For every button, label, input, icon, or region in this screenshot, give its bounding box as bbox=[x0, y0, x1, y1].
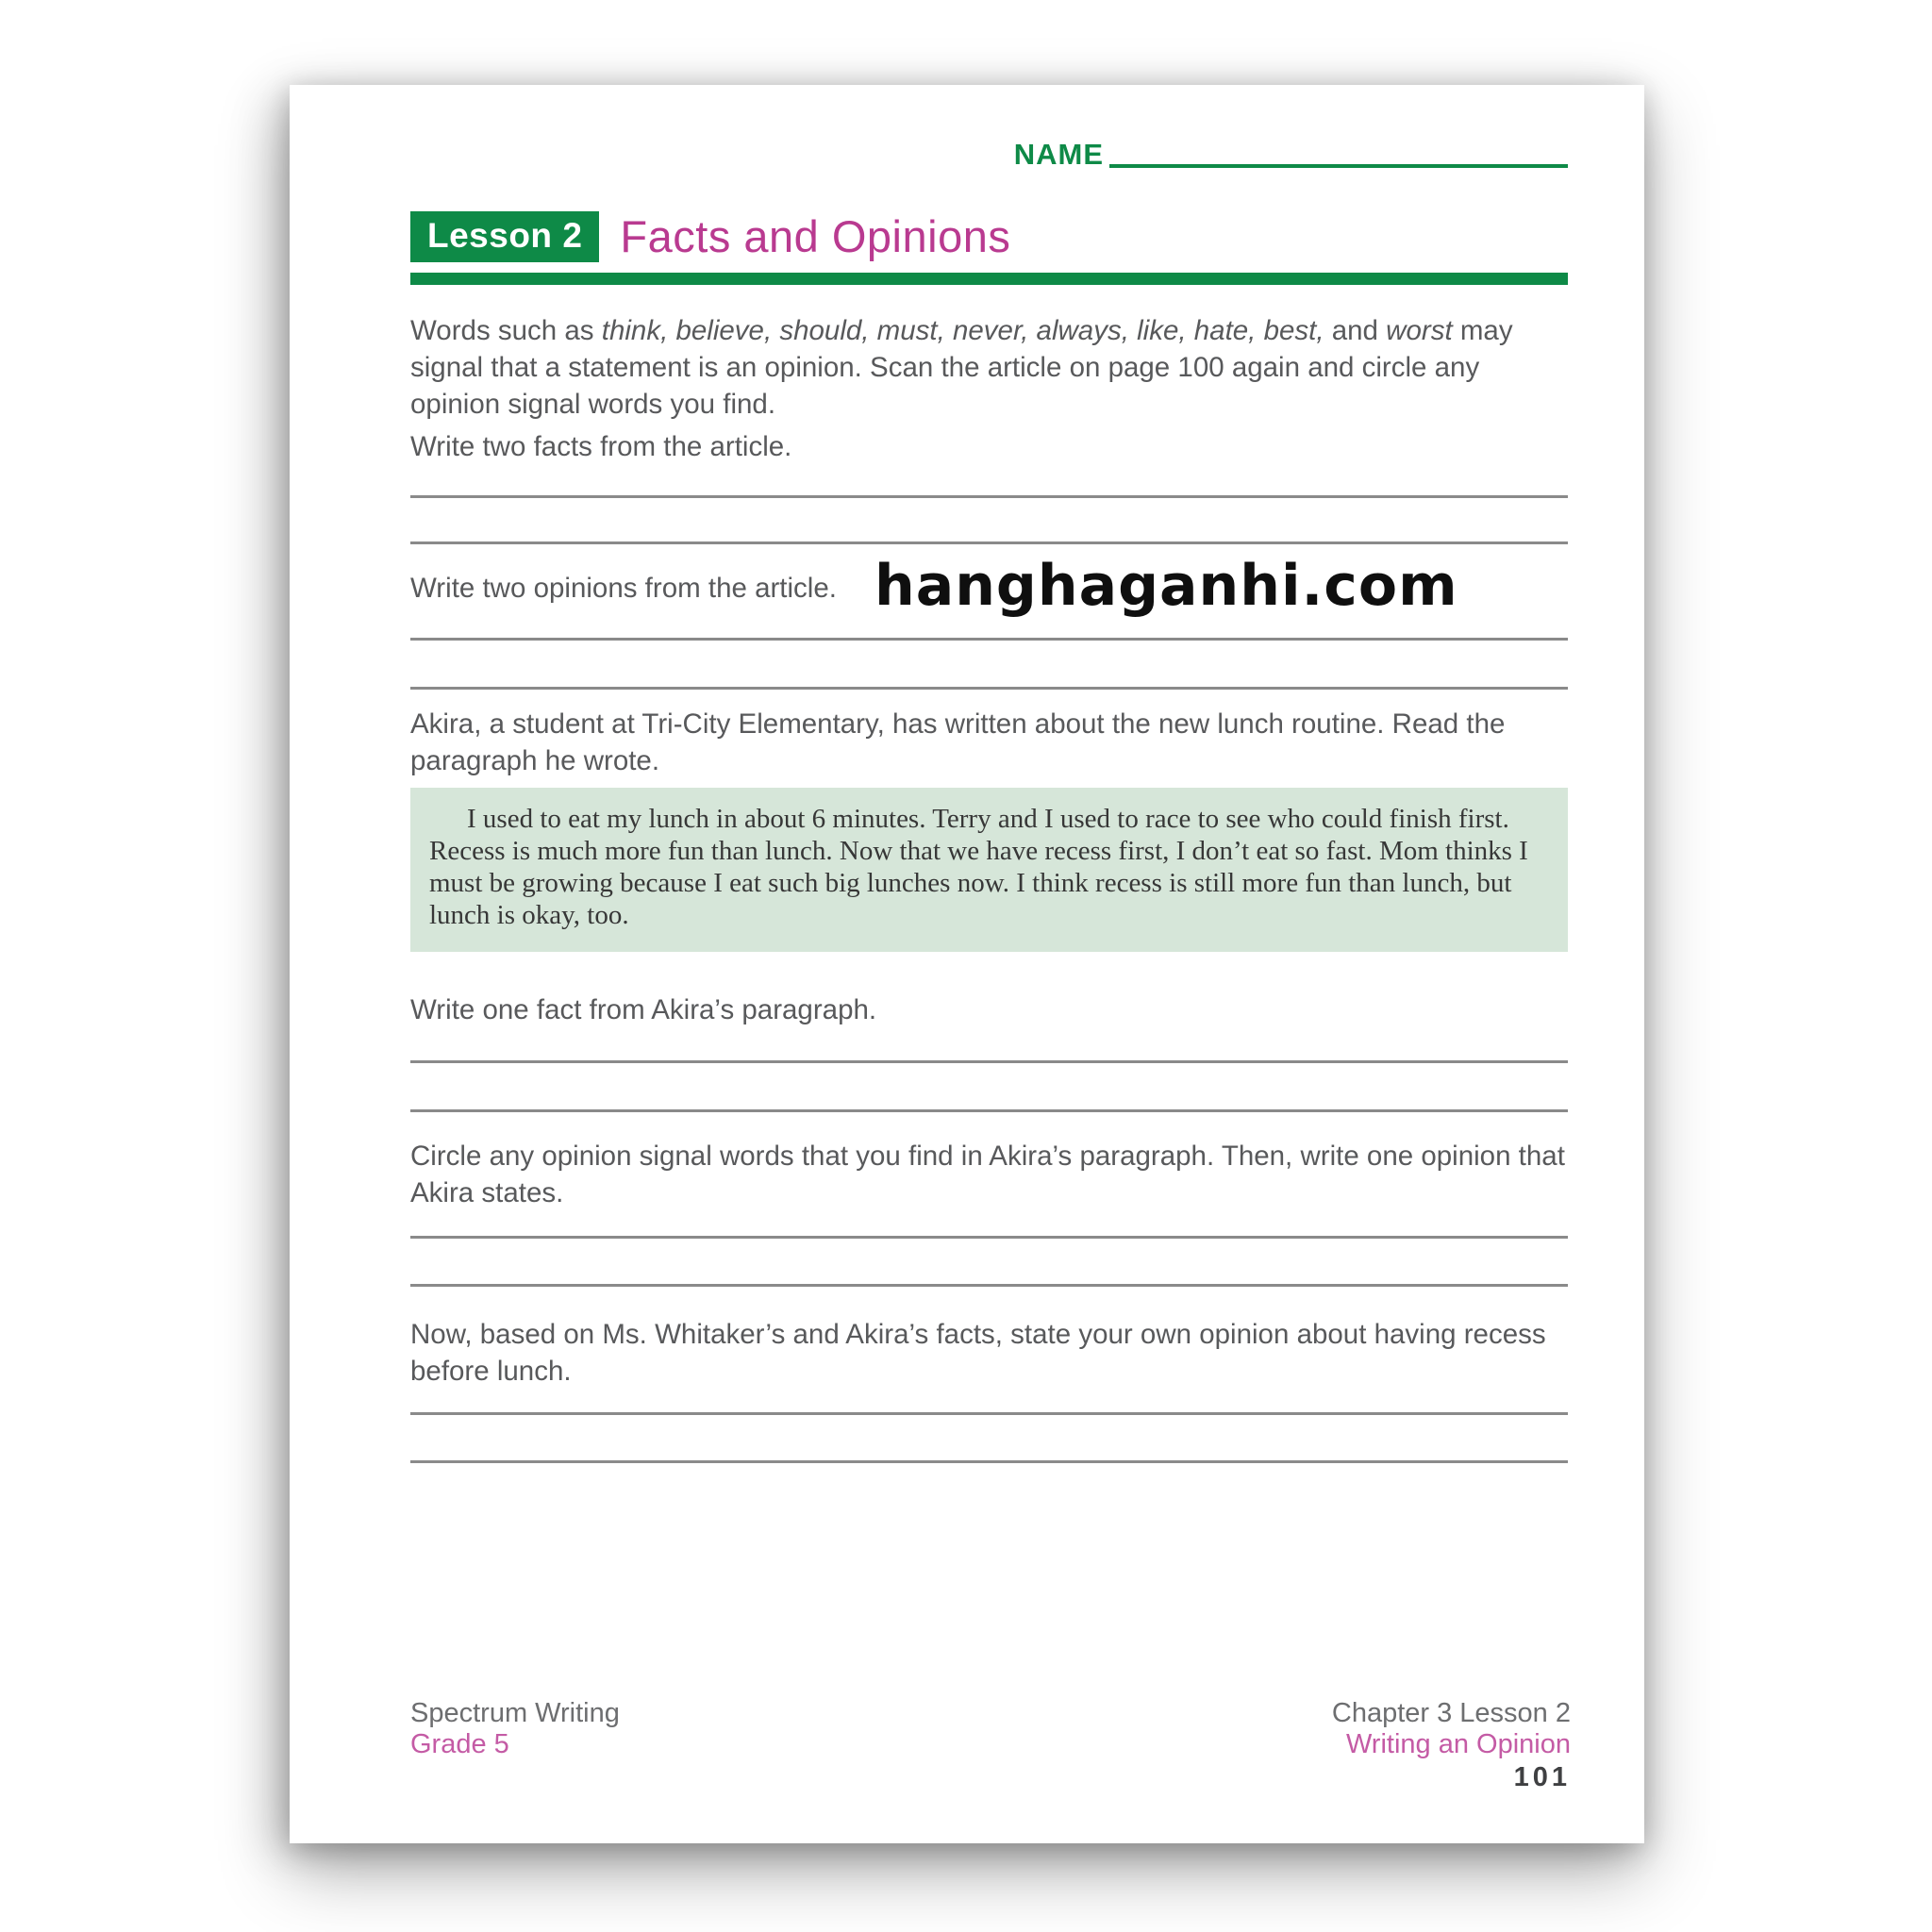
worksheet-page bbox=[290, 85, 1644, 1843]
answer-line bbox=[410, 541, 1568, 544]
one-fact-prompt: Write one fact from Akira’s paragraph. bbox=[410, 994, 877, 1025]
answer-line bbox=[410, 1284, 1568, 1287]
footer-right bbox=[1332, 1698, 1571, 1793]
answer-line bbox=[410, 1060, 1568, 1063]
own-opinion-prompt: Now, based on Ms. Whitaker’s and Akira’s facts, state your own opinion about having recess before lunch. bbox=[410, 1319, 1546, 1387]
footer-section-title: Writing an Opinion bbox=[1345, 1729, 1571, 1759]
footer-series-title: Spectrum Writing bbox=[410, 1698, 620, 1728]
name-row bbox=[410, 138, 1568, 172]
name-label: NAME bbox=[1013, 138, 1104, 171]
footer-grade: Grade 5 bbox=[410, 1729, 509, 1759]
circle-prompt: Circle any opinion signal words that you find in Akira’s paragraph. Then, write one opinion that Akira states. bbox=[410, 1141, 1565, 1208]
page-content bbox=[410, 85, 1568, 1463]
answer-line bbox=[410, 1236, 1568, 1239]
page-number: 101 bbox=[1513, 1762, 1571, 1792]
akira-paragraph-text: I used to eat my lunch in about 6 minutes. Terry and I used to race to see who could finish first. Recess is much more fun than lunch. Now that we have recess first, I don’t eat so fast. Mom thinks I must be growing because I eat such big lunches now. I think recess is still more fun than lunch, but lunch is okay, too. bbox=[429, 804, 1528, 930]
answer-line bbox=[410, 1109, 1568, 1112]
watermark-text: hanghaganhi.com bbox=[874, 553, 1458, 619]
answer-line bbox=[410, 1460, 1568, 1463]
answer-line bbox=[410, 638, 1568, 641]
answer-line bbox=[410, 687, 1568, 690]
page-title: Facts and Opinions bbox=[620, 211, 1011, 261]
page-footer bbox=[410, 1698, 1571, 1793]
lesson-header bbox=[410, 210, 1568, 262]
lesson-badge: Lesson 2 bbox=[410, 211, 599, 262]
footer-left bbox=[410, 1698, 620, 1760]
answer-line bbox=[410, 495, 1568, 498]
akira-intro: Akira, a student at Tri-City Elementary, has written about the new lunch routine. Read the paragraph he wrote. bbox=[410, 708, 1506, 776]
name-blank-line bbox=[1109, 164, 1568, 168]
answer-line bbox=[410, 1412, 1568, 1415]
intro-paragraph: Words such as think, believe, should, must, never, always, like, hate, best, and worst may signal that a statement is an opinion. Scan the article on page 100 again and circle any opinion signal words you find. bbox=[410, 315, 1513, 420]
opinions-prompt: Write two opinions from the article. bbox=[410, 573, 837, 604]
footer-chapter: Chapter 3 Lesson 2 bbox=[1331, 1698, 1571, 1728]
akira-paragraph-box bbox=[410, 788, 1568, 952]
facts-prompt: Write two facts from the article. bbox=[410, 431, 792, 462]
header-rule bbox=[410, 273, 1568, 285]
